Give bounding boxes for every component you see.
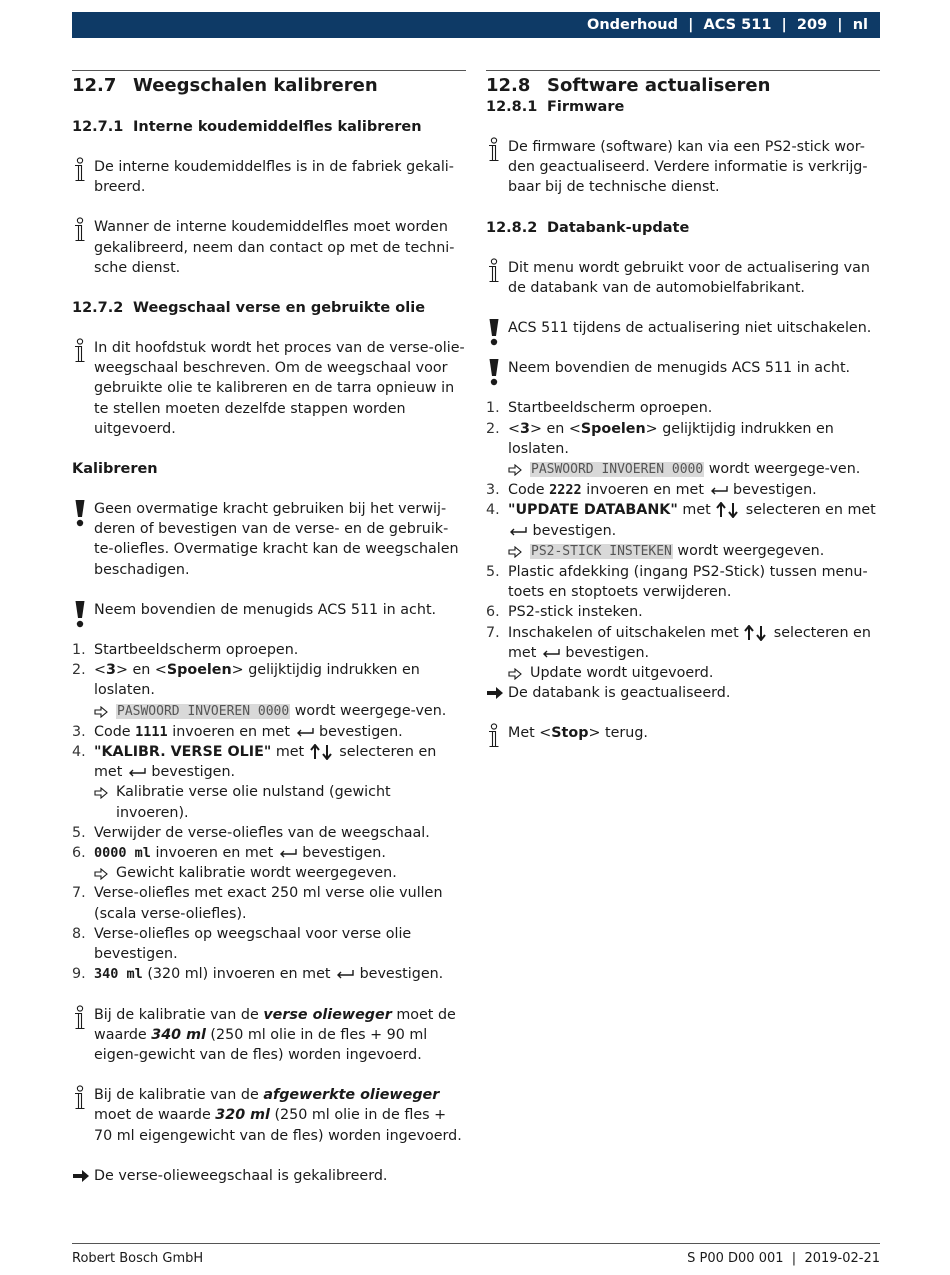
list-item — [486, 562, 880, 602]
result-text: Update wordt uitgevoerd. — [530, 665, 714, 682]
step-number: 2. — [486, 420, 500, 437]
kalibreren-heading: Kalibreren — [72, 461, 158, 478]
info-note — [72, 338, 466, 439]
info-note — [72, 157, 466, 197]
step-number: 8. — [72, 925, 86, 942]
step-number: 1. — [72, 642, 86, 659]
info-text: In dit hoofdstuk wordt het proces van de verse-olie-weegschaal beschreven. Om de weegschaal voor gebruikte olie te kalibreren en de tarra opnieuw in te stellen moeten dezelfde stappen worden uitgevoerd. — [94, 340, 465, 437]
enter-key-icon — [541, 648, 561, 658]
section-title: Weegschalen kalibreren — [133, 75, 378, 96]
info-text: De firmware (software) kan via een PS2-stick wor-den geactualiseerd. Verdere informatie is verkrijg-baar bij de technische dienst. — [508, 139, 868, 196]
footer-doc: S P00 D00 001 — [687, 1251, 784, 1266]
step-text: Startbeeldscherm oproepen. — [94, 642, 299, 659]
step-number: 5. — [486, 564, 500, 581]
step-number: 4. — [72, 744, 86, 761]
step-number: 9. — [72, 966, 86, 983]
result-text: PS2-STICK INSTEKEN wordt weergegeven. — [531, 542, 825, 559]
up-down-arrows-icon — [715, 502, 741, 518]
footer-doc-info: S P00 D00 001 | 2019-02-21 — [687, 1251, 880, 1266]
final-result — [486, 683, 880, 703]
display-text: PS2-STICK INSTEKEN — [531, 543, 672, 559]
step-text: Code 2222 invoeren en met bevestigen. — [508, 482, 817, 499]
warning-text: Neem bovendien de menugids ACS 511 in acht. — [94, 601, 437, 618]
info-icon — [486, 723, 502, 749]
footer-rule — [72, 1243, 880, 1244]
step-text: Verse-oliefles met exact 250 ml verse olie vullen (scala verse-oliefles). — [94, 885, 443, 922]
result-item — [72, 782, 466, 822]
info-icon — [72, 1085, 88, 1111]
header-product: ACS 511 — [703, 17, 772, 33]
info-note — [72, 1085, 466, 1146]
enter-key-icon — [295, 727, 315, 737]
list-item — [72, 843, 466, 863]
warning-icon — [488, 318, 500, 346]
warning-icon — [488, 358, 500, 386]
final-arrow-icon — [486, 686, 504, 700]
step-text: Plastic afdekking (ingang PS2-Stick) tussen menu-toets en stoptoets verwijderen. — [508, 564, 868, 601]
section-12-8-1-heading — [486, 97, 880, 117]
step-text: "UPDATE DATABANK" met selecteren en met bevestigen. — [508, 502, 876, 539]
step-text: Code 1111 invoeren en met bevestigen. — [94, 723, 403, 740]
list-item — [72, 823, 466, 843]
info-text: Dit menu wordt gebruikt voor de actualisering van de databank van de automobielfabrikant. — [508, 259, 870, 296]
step-text: PS2-stick insteken. — [508, 604, 643, 621]
step-number: 6. — [72, 845, 86, 862]
warning-icon — [74, 499, 86, 527]
list-item — [72, 924, 466, 964]
result-text: Gewicht kalibratie wordt weergegeven. — [116, 865, 397, 882]
info-text: Met <Stop> terug. — [508, 725, 648, 742]
step-text: Startbeeldscherm oproepen. — [508, 400, 713, 417]
section-number: 12.8.1 — [486, 99, 538, 115]
result-item — [486, 541, 880, 562]
final-text: De databank is geactualiseerd. — [508, 685, 731, 702]
result-item — [486, 663, 880, 683]
section-number: 12.7.1 — [72, 119, 124, 135]
section-title: Weegschaal verse en gebruikte olie — [133, 300, 426, 317]
warning-note — [72, 499, 466, 580]
header-section: Onderhoud — [587, 17, 679, 33]
warning-text: ACS 511 tijdens de actualisering niet uitschakelen. — [508, 320, 872, 337]
result-arrow-icon — [94, 868, 108, 880]
enter-key-icon — [709, 485, 729, 495]
step-text: 0000 ml invoeren en met bevestigen. — [94, 845, 386, 862]
section-number: 12.8.2 — [486, 219, 538, 236]
enter-key-icon — [508, 526, 528, 536]
section-number: 12.7 — [72, 75, 117, 96]
list-item — [72, 640, 466, 660]
footer-date: 2019-02-21 — [804, 1251, 880, 1266]
step-text: <3> en <Spoelen> gelijktijdig indrukken en loslaten. — [508, 420, 834, 457]
info-icon — [72, 157, 88, 183]
enter-key-icon — [278, 848, 298, 858]
list-item — [486, 602, 880, 622]
result-item — [72, 701, 466, 722]
info-icon — [72, 217, 88, 243]
step-text: 340 ml (320 ml) invoeren en met bevestigen. — [94, 966, 444, 983]
left-column — [72, 70, 466, 1186]
final-text: De verse-olieweegschaal is gekalibreerd. — [94, 1167, 388, 1184]
section-title: Firmware — [547, 99, 625, 115]
list-item — [72, 742, 466, 782]
step-number: 2. — [72, 662, 86, 679]
result-text: Kalibratie verse olie nulstand (gewicht invoeren). — [116, 784, 391, 821]
info-note — [72, 217, 466, 278]
info-note — [72, 1005, 466, 1066]
list-item — [72, 883, 466, 923]
info-icon — [486, 137, 502, 163]
display-text: PASWOORD INVOEREN 0000 — [117, 703, 290, 719]
list-item — [72, 964, 466, 984]
info-icon — [72, 1005, 88, 1031]
info-note — [486, 258, 880, 298]
list-item — [72, 722, 466, 742]
display-text: PASWOORD INVOEREN 0000 — [531, 462, 704, 478]
section-12-7-heading — [72, 75, 466, 97]
warning-text: Geen overmatige kracht gebruiken bij het verwij-deren of bevestigen van de verse- en de gebruik-te-oliefles. Overmatige kracht kan de weegschalen beschadigen. — [94, 501, 459, 578]
step-text: <3> en <Spoelen> gelijktijdig indrukken en loslaten. — [94, 662, 420, 699]
warning-icon — [74, 600, 86, 628]
list-item — [486, 480, 880, 500]
section-title: Software actualiseren — [547, 75, 771, 96]
step-text: Verwijder de verse-oliefles van de weegschaal. — [94, 824, 430, 841]
list-item — [486, 419, 880, 459]
header-bar: Onderhoud | ACS 511 | 209 | nl — [72, 12, 880, 38]
step-number: 4. — [486, 502, 500, 519]
result-item — [72, 863, 466, 883]
result-arrow-icon — [508, 464, 522, 476]
info-text: Bij de kalibratie van de afgewerkte olieweger moet de waarde 320 ml (250 ml olie in de fles + 70 ml eigengewicht van de fles) worden ingevoerd. — [94, 1087, 462, 1144]
section-title: Databank-update — [547, 219, 690, 236]
step-number: 7. — [72, 885, 86, 902]
info-text: Wanner de interne koudemiddelfles moet worden gekalibreerd, neem dan contact op met de techni-sche dienst. — [94, 219, 455, 276]
result-arrow-icon — [94, 787, 108, 799]
footer-company: Robert Bosch GmbH — [72, 1251, 204, 1266]
info-text: De interne koudemiddelfles is in de fabriek gekali-breerd. — [94, 159, 454, 196]
step-text: "KALIBR. VERSE OLIE" met selecteren en met bevestigen. — [94, 744, 437, 781]
section-number: 12.8 — [486, 75, 531, 96]
warning-note — [486, 318, 880, 338]
warning-note — [72, 600, 466, 620]
header-page: 209 — [796, 17, 828, 33]
right-column — [486, 70, 880, 744]
step-text: Verse-oliefles op weegschaal voor verse olie bevestigen. — [94, 925, 412, 963]
section-12-8-heading — [486, 75, 880, 97]
enter-key-icon — [127, 767, 147, 777]
section-12-7-2-heading — [72, 298, 466, 318]
result-text: PASWOORD INVOEREN 0000 wordt weergege-ven. — [531, 461, 861, 478]
info-icon — [72, 338, 88, 364]
result-arrow-icon — [508, 546, 522, 558]
section-title: Interne koudemiddelfles kalibreren — [133, 119, 422, 135]
result-item — [486, 459, 880, 480]
step-number: 5. — [72, 824, 86, 841]
step-number: 7. — [486, 624, 500, 641]
info-icon — [486, 258, 502, 284]
header-lang: nl — [852, 17, 868, 33]
step-number: 3. — [486, 482, 500, 499]
info-note — [486, 137, 880, 198]
info-text: Bij de kalibratie van de verse olieweger moet de waarde 340 ml (250 ml olie in de fles + 90 ml eigen-gewicht van de fles) worden ingevoerd. — [94, 1006, 456, 1063]
step-text: Inschakelen of uitschakelen met selecteren en met bevestigen. — [508, 624, 871, 661]
step-number: 1. — [486, 400, 500, 417]
result-arrow-icon — [508, 668, 522, 680]
section-number: 12.7.2 — [72, 300, 124, 317]
warning-note — [486, 358, 880, 378]
list-item — [486, 500, 880, 540]
step-number: 6. — [486, 604, 500, 621]
enter-key-icon — [335, 969, 355, 979]
list-item — [486, 398, 880, 418]
result-text: PASWOORD INVOEREN 0000 wordt weergege-ven. — [117, 702, 447, 719]
list-item — [72, 660, 466, 700]
step-number: 3. — [72, 723, 86, 740]
list-item — [486, 623, 880, 663]
up-down-arrows-icon — [743, 625, 769, 641]
result-arrow-icon — [94, 706, 108, 718]
final-result — [72, 1166, 466, 1186]
section-12-8-2-heading — [486, 218, 880, 238]
up-down-arrows-icon — [309, 744, 335, 760]
warning-text: Neem bovendien de menugids ACS 511 in acht. — [508, 360, 851, 377]
section-12-7-1-heading — [72, 117, 466, 137]
final-arrow-icon — [72, 1169, 90, 1183]
info-note — [486, 723, 880, 743]
